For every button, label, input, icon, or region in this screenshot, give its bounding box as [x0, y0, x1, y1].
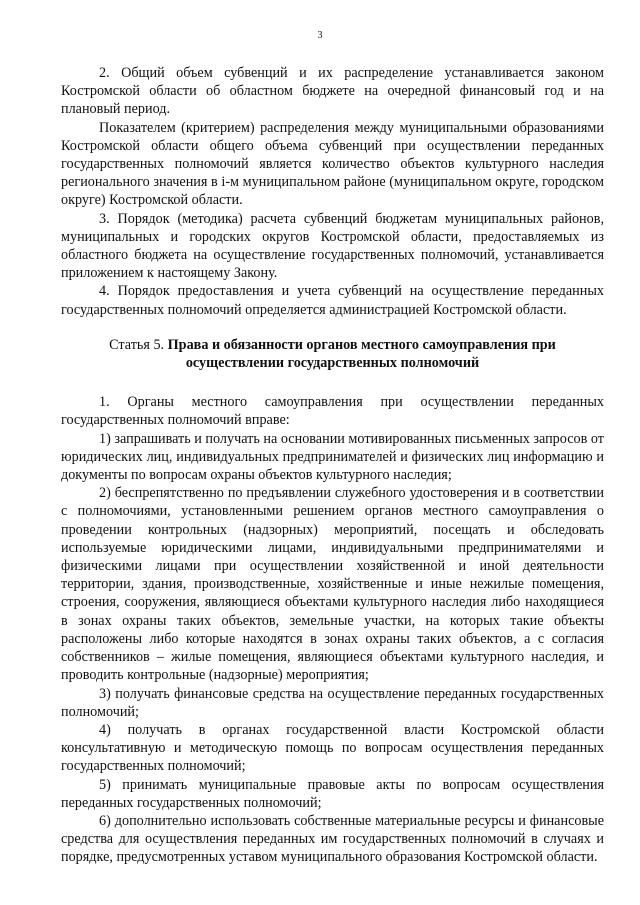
paragraph-distribution-criterion: Показателем (критерием) распределения между муниципальными образованиями Костромской области общего объема субвенций при осуществлении переданных государственных полномочий является количество объектов культурного наследия регионального значения в i-м муниципальном районе (муниципальном округе, городском округе) Костромской области. — [61, 119, 604, 209]
list-item-right-4: 4) получать в органах государственной власти Костромской области консультативную и методическую помощь по вопросам осуществления переданных государственных полномочий; — [61, 721, 604, 775]
page-number: 3 — [317, 30, 323, 41]
list-item-right-1: 1) запрашивать и получать на основании мотивированных письменных запросов от юридических лиц, индивидуальных предпринимателей и физических лиц информацию и документы по вопросам охраны объектов культурного наследия; — [61, 430, 604, 484]
paragraph-calculation-method: 3. Порядок (методика) расчета субвенций бюджетам муниципальных районов, муниципальных и городских округов Костромской области, предоставляемых из областного бюджета на осуществление государственных полномочий, устанавливается приложением к настоящему Закону. — [61, 210, 604, 282]
article-number: Статья 5. — [109, 336, 165, 353]
document-body — [61, 64, 604, 867]
paragraph-rights-intro: 1. Органы местного самоуправления при осуществлении переданных государственных полномочий вправе: — [61, 394, 604, 429]
list-item-right-2: 2) беспрепятственно по предъявлении служебного удостоверения и в соответствии с полномочиями, установленными решением органов местного самоуправления о проведении контрольных (надзорных) мероприятий, посещать и обследовать используемые юридическими лицами, индивидуальными предпринимателями и физическими лицами при осуществлении хозяйственной и иной деятельности территории, здания, производственные, хозяйственные и иные нежилые помещения, строения, сооружения, являющиеся объектами культурного наследия либо находящиеся в зонах охраны таких объектов, земельные участки, на которых такие объекты расположены либо которые находятся в зонах охраны таких объектов, а с согласия собственников – жилые помещения, являющиеся объектами культурного наследия, и проводить контрольные (надзорные) мероприятия; — [61, 485, 604, 684]
paragraph-subvention-total: 2. Общий объем субвенций и их распределение устанавливается законом Костромской области об областном бюджете на очередной финансовый год и на плановый период. — [61, 65, 604, 118]
paragraph-provision-procedure: 4. Порядок предоставления и учета субвенций на осуществление переданных государственных полномочий определяется администрацией Костромской области. — [61, 283, 604, 318]
list-item-right-5: 5) принимать муниципальные правовые акты по вопросам осуществления переданных государственных полномочий; — [61, 776, 604, 811]
list-item-right-6: 6) дополнительно использовать собственные материальные ресурсы и финансовые средства для осуществления переданных им государственных полномочий в случаях и порядке, предусмотренных уставом муниципального образования Костромской области. — [61, 812, 604, 866]
list-item-right-3: 3) получать финансовые средства на осуществление переданных государственных полномочий; — [61, 685, 604, 720]
article-title: Права и обязанности органов местного самоуправления при осуществлении государственных полномочий — [167, 336, 556, 372]
article-heading — [61, 336, 604, 372]
